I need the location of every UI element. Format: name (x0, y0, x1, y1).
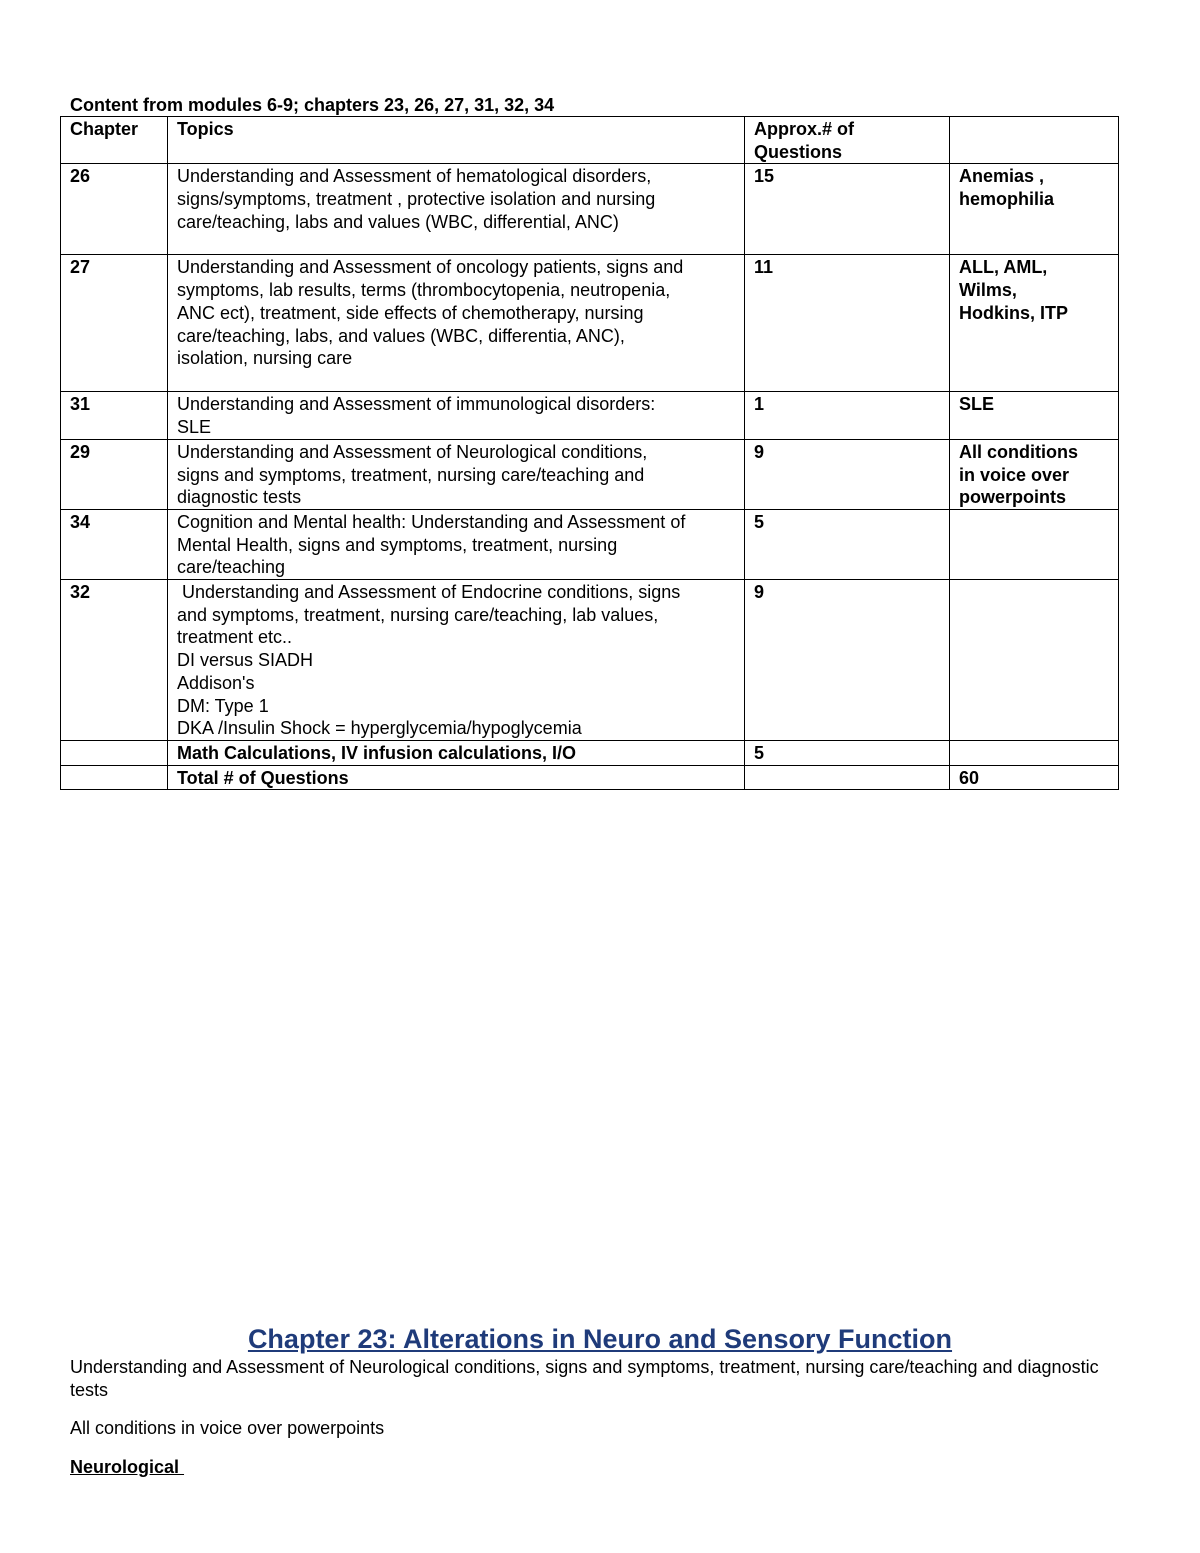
topic-line: SLE (177, 417, 212, 438)
note-line: All conditions (959, 441, 1078, 462)
row-chapter: 26 (61, 164, 168, 255)
row-topics (168, 580, 745, 741)
topic-line: and symptoms, treatment, nursing care/teaching, lab values, (177, 604, 659, 625)
topic-line: Cognition and Mental health: Understanding and Assessment of (177, 511, 686, 532)
row-topics (168, 509, 745, 579)
topic-line: symptoms, lab results, terms (thrombocytopenia, neutropenia, (177, 280, 671, 301)
math-row-notes (950, 740, 1119, 765)
row-questions: 9 (745, 439, 950, 509)
table-row (61, 255, 1119, 392)
topic-line: care/teaching (177, 557, 286, 578)
total-row-label: Total # of Questions (168, 765, 745, 790)
note-line: ALL, AML, (959, 257, 1048, 278)
total-row-value: 60 (950, 765, 1119, 790)
chapter-note: All conditions in voice over powerpoints (70, 1418, 385, 1438)
row-questions: 15 (745, 164, 950, 255)
topic-line: signs and symptoms, treatment, nursing care/teaching and (177, 464, 645, 485)
topic-line: Understanding and Assessment of immunological disorders: (177, 394, 656, 415)
row-chapter: 32 (61, 580, 168, 741)
math-row (61, 740, 1119, 765)
row-notes (950, 392, 1119, 439)
table-row (61, 164, 1119, 255)
header-notes (950, 117, 1119, 164)
topic-line: Understanding and Assessment of Endocrine conditions, signs (177, 582, 681, 603)
topic-line: ANC ect), treatment, side effects of chemotherapy, nursing (177, 302, 644, 323)
row-topics (168, 255, 745, 392)
table-row (61, 580, 1119, 741)
total-row-chapter (61, 765, 168, 790)
chapter-heading: Chapter 23: Alterations in Neuro and Sensory Function (247, 1324, 953, 1354)
math-row-chapter (61, 740, 168, 765)
topic-line: Understanding and Assessment of Neurological conditions, (177, 441, 648, 462)
row-topics (168, 392, 745, 439)
topic-line: Addison's (177, 672, 255, 693)
row-questions: 9 (745, 580, 950, 741)
row-chapter: 29 (61, 439, 168, 509)
topic-line: care/teaching, labs and values (WBC, differential, ANC) (177, 211, 619, 232)
note-line: SLE (959, 394, 995, 415)
row-notes (950, 580, 1119, 741)
topic-line: signs/symptoms, treatment , protective isolation and nursing (177, 189, 656, 210)
table-row (61, 439, 1119, 509)
topic-line: Mental Health, signs and symptoms, treatment, nursing (177, 534, 618, 555)
header-chapter: Chapter (61, 117, 168, 164)
note-line: hemophilia (959, 189, 1055, 210)
header-questions-line2: Questions (754, 141, 843, 162)
row-chapter: 34 (61, 509, 168, 579)
row-questions: 11 (745, 255, 950, 392)
topic-line: DKA /Insulin Shock = hyperglycemia/hypoglycemia (177, 718, 582, 739)
header-questions (745, 117, 950, 164)
table-header-row (61, 117, 1119, 164)
row-topics (168, 439, 745, 509)
topic-line: Understanding and Assessment of oncology patients, signs and (177, 257, 684, 278)
topic-line: treatment etc.. (177, 627, 293, 648)
header-topics: Topics (168, 117, 745, 164)
row-questions: 1 (745, 392, 950, 439)
row-questions: 5 (745, 509, 950, 579)
row-chapter: 27 (61, 255, 168, 392)
note-line: in voice over (959, 464, 1070, 485)
total-row (61, 765, 1119, 790)
note-line: Anemias , (959, 166, 1045, 187)
topic-line: diagnostic tests (177, 487, 302, 508)
row-chapter: 31 (61, 392, 168, 439)
total-row-questions (745, 765, 950, 790)
note-line: Wilms, (959, 280, 1017, 301)
row-notes (950, 255, 1119, 392)
topic-line: DI versus SIADH (177, 650, 314, 671)
table-row (61, 392, 1119, 439)
row-notes (950, 439, 1119, 509)
topic-line: DM: Type 1 (177, 695, 269, 716)
row-topics (168, 164, 745, 255)
table-row (61, 509, 1119, 579)
row-notes (950, 509, 1119, 579)
section-label: Neurological (70, 1457, 185, 1477)
topic-line: isolation, nursing care (177, 348, 353, 369)
intro-heading: Content from modules 6-9; chapters 23, 26, 27, 31, 32, 34 (70, 95, 555, 115)
note-line: powerpoints (959, 487, 1066, 508)
topic-line: care/teaching, labs, and values (WBC, differentia, ANC), (177, 325, 625, 346)
note-line: Hodkins, ITP (959, 302, 1069, 323)
topic-line: Understanding and Assessment of hematological disorders, (177, 166, 652, 187)
math-row-questions: 5 (745, 740, 950, 765)
row-notes (950, 164, 1119, 255)
exam-blueprint-table (60, 116, 1119, 790)
math-row-topics: Math Calculations, IV infusion calculations, I/O (168, 740, 745, 765)
chapter-description: Understanding and Assessment of Neurological conditions, signs and symptoms, treatment, nursing care/teaching and diagnostic tests (70, 1357, 1099, 1400)
header-questions-line1: Approx.# of (754, 119, 855, 139)
